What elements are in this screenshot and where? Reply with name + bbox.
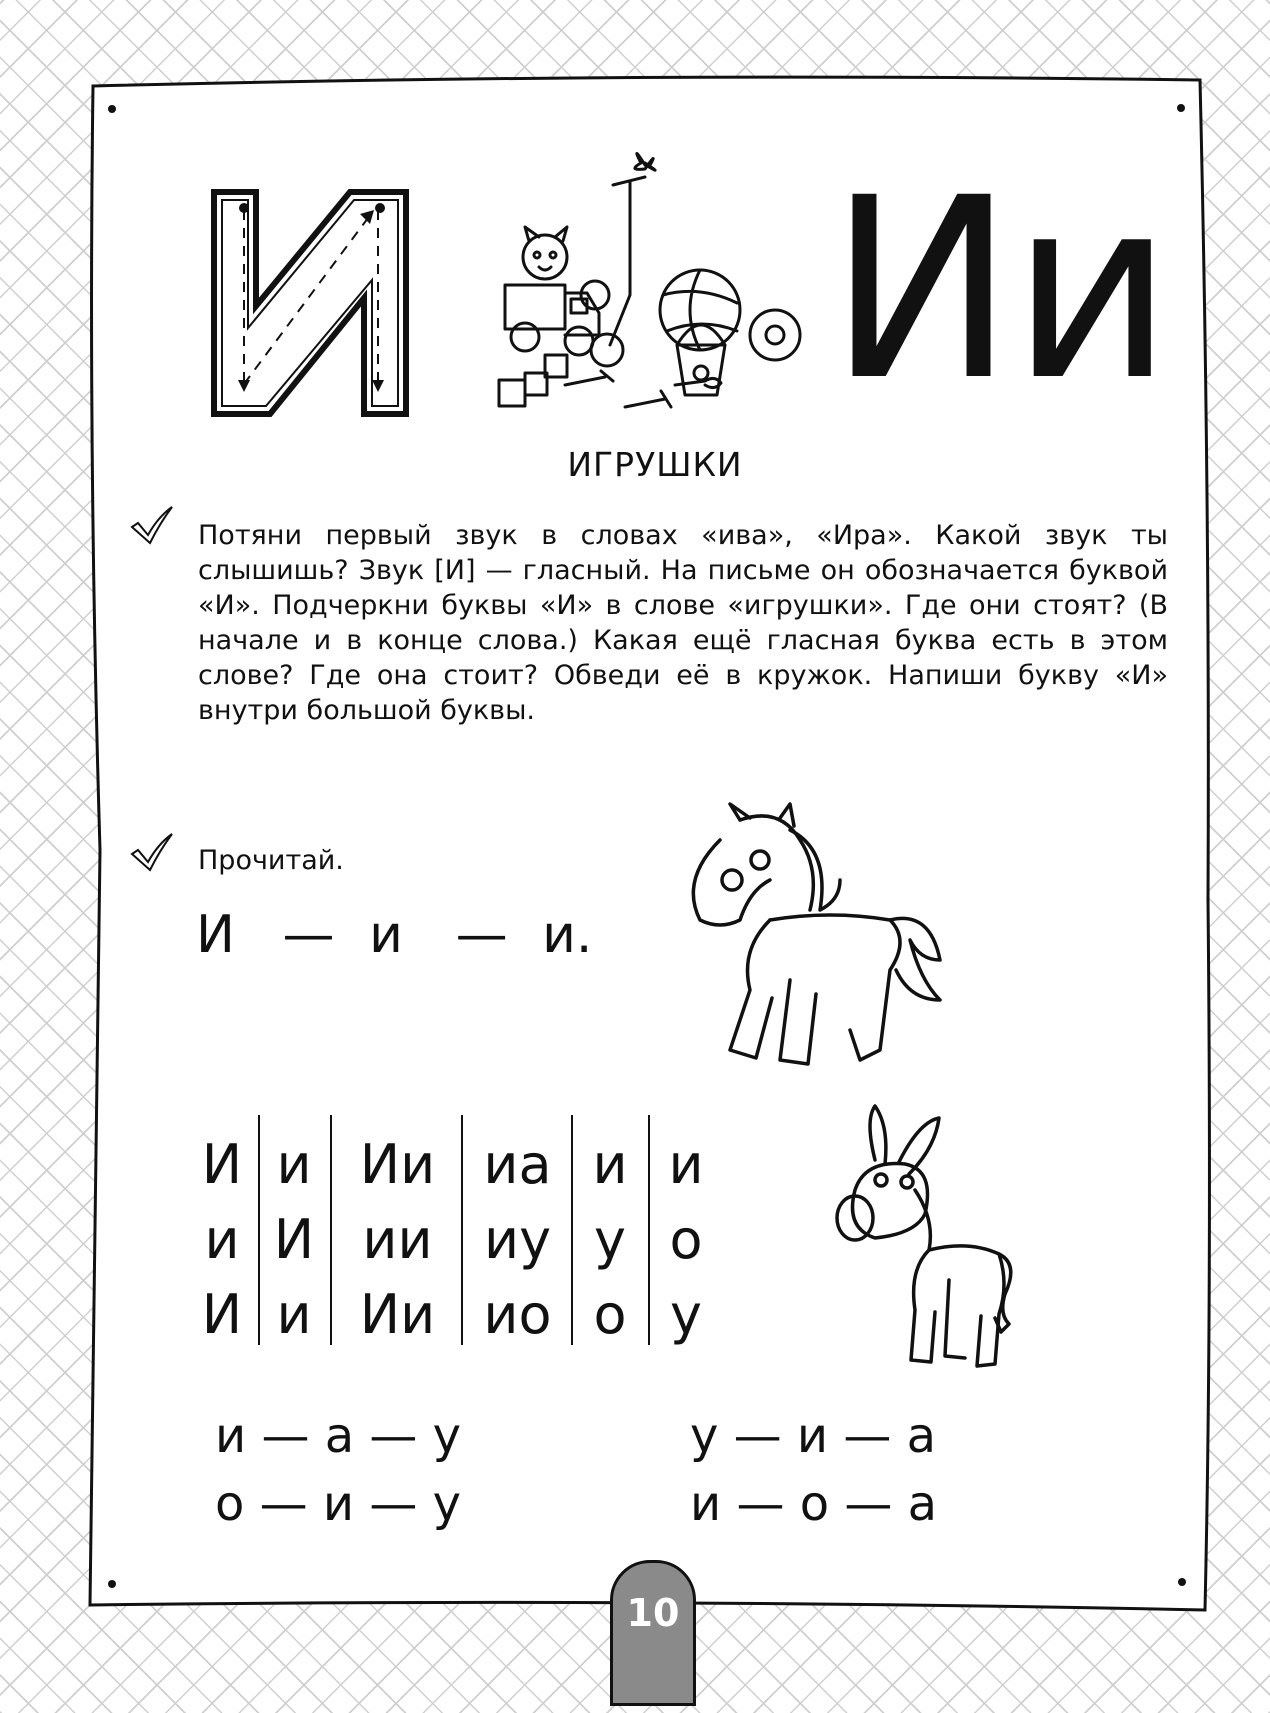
grid-divider: [258, 1115, 260, 1345]
task-read-label: Прочитай.: [198, 845, 344, 876]
task-instructions: Потяни первый звук в словах «ива», «Ира». Какой звук ты слышишь? Звук [И] — гласный. На письме он обозначается буквой «И». Подчеркни буквы «И» в слове «игрушки». Где они стоят? (В начале и в конце слова.) Какая ещё гласная буква есть в этом слове? Где она стоит? Обведи её в кружок. Напиши букву «И» внутри большой буквы.: [198, 520, 1168, 726]
reading-item: —: [282, 905, 335, 965]
grid-divider: [648, 1115, 650, 1345]
grid-cell: и: [204, 1208, 240, 1271]
reading-item: —: [455, 905, 508, 965]
grid-divider: [571, 1115, 573, 1345]
grid-cell: и: [668, 1133, 704, 1196]
page-number-tab: [610, 1560, 696, 1706]
picture-caption: ИГРУШКИ: [567, 445, 743, 484]
grid-cell: у: [670, 1283, 702, 1346]
check-icon: [130, 832, 174, 872]
sequence-line: о — и — у: [215, 1476, 461, 1532]
grid-divider: [461, 1115, 463, 1345]
reading-item: и.: [542, 905, 593, 965]
toys-illustration: [495, 145, 815, 435]
check-icon: [130, 505, 174, 545]
reading-item: И: [196, 905, 235, 965]
grid-cell: иа: [483, 1133, 552, 1196]
grid-cell: И: [273, 1208, 315, 1271]
horse-illustration: [680, 800, 950, 1080]
grid-cell: И: [201, 1133, 243, 1196]
reading-line: [196, 905, 592, 965]
grid-cell: и: [276, 1283, 312, 1346]
grid-cell: о: [593, 1283, 627, 1346]
big-letter-pair: Ии: [828, 144, 1170, 435]
grid-cell: иу: [483, 1208, 552, 1271]
grid-cell: ио: [483, 1283, 552, 1346]
donkey-illustration: [815, 1100, 1015, 1370]
tracing-letter-i: [208, 188, 418, 418]
page-number: 10: [626, 1591, 680, 1635]
grid-cell: Ии: [359, 1283, 436, 1346]
sequence-line: и — а — у: [215, 1408, 462, 1464]
grid-cell: Ии: [359, 1133, 436, 1196]
sequence-line: и — о — а: [690, 1476, 938, 1532]
grid-cell: у: [594, 1208, 626, 1271]
sequence-line: у — и — а: [690, 1408, 937, 1464]
grid-cell: И: [201, 1283, 243, 1346]
reading-item: и: [369, 905, 403, 965]
grid-cell: и: [276, 1133, 312, 1196]
grid-cell: о: [669, 1208, 703, 1271]
grid-cell: и: [592, 1133, 628, 1196]
grid-cell: ии: [362, 1208, 433, 1271]
grid-divider: [330, 1115, 332, 1345]
